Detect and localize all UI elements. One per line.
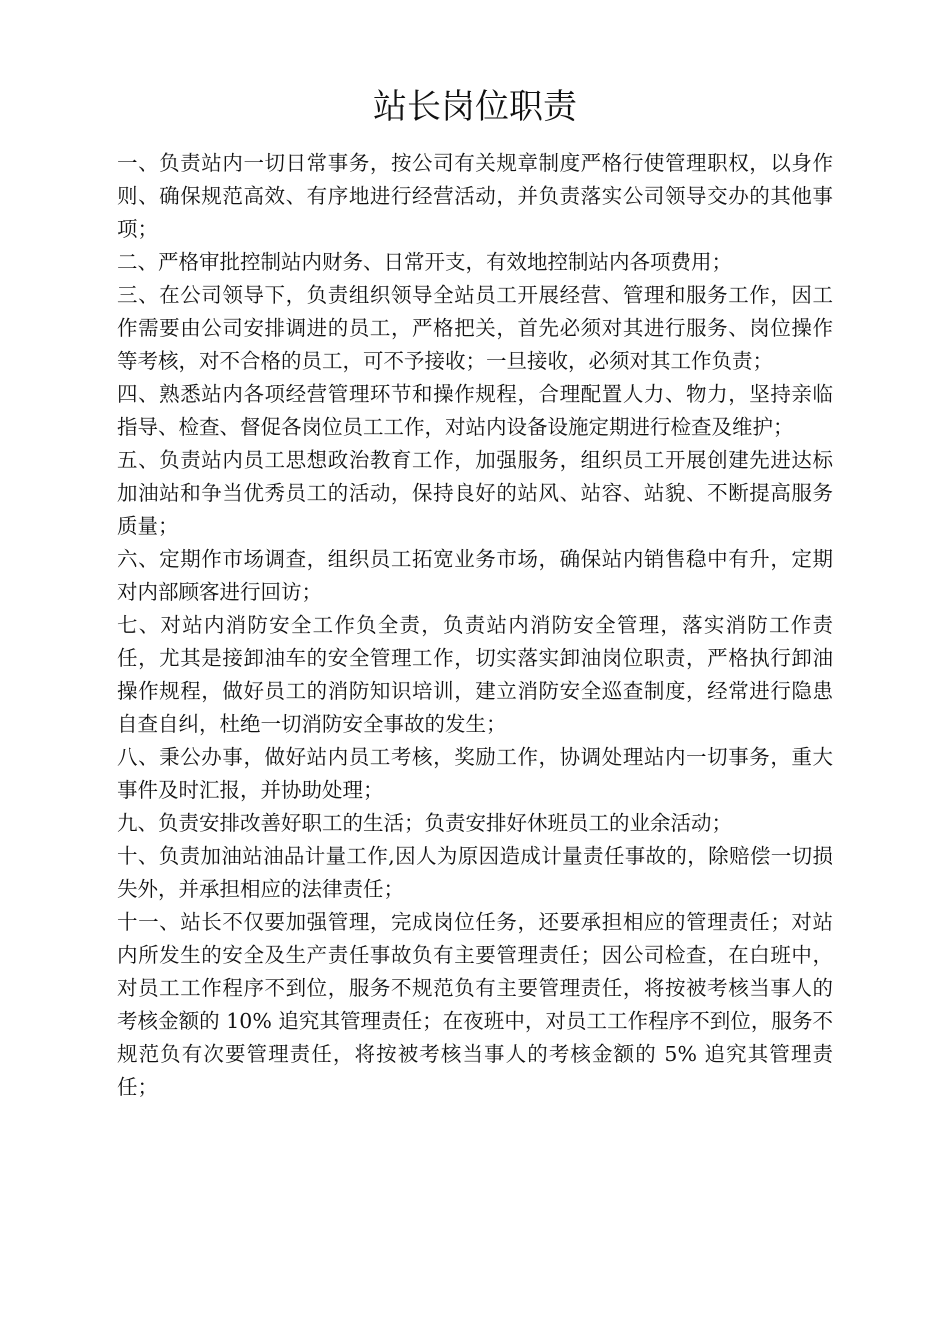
clause-10: 十、负责加油站油品计量工作,因人为原因造成计量责任事故的，除赔偿一切损失外，并承担相应的法律责任； <box>117 844 833 901</box>
clause-11: 十一、站长不仅要加强管理，完成岗位任务，还要承担相应的管理责任；对站内所发生的安全及生产责任事故负有主要管理责任；因公司检查，在白班中，对员工工作程序不到位，服务不规范负有主要管理责任，将按被考核当事人的考核金额的 10% 追究其管理责任；在夜班中，对员工工作程序不到位，服务不规范负有次要管理责任，将按被考核当事人的考核金额的 5% 追究其管理责任； <box>117 910 833 1099</box>
clause-3: 三、在公司领导下，负责组织领导全站员工开展经营、管理和服务工作，因工作需要由公司安排调进的员工，严格把关，首先必须对其进行服务、岗位操作等考核，对不合格的员工，可不予接收；一旦接收，必须对其工作负责； <box>117 283 833 373</box>
clause-2: 二、严格审批控制站内财务、日常开支，有效地控制站内各项费用； <box>117 250 732 274</box>
clause-4: 四、熟悉站内各项经营管理环节和操作规程，合理配置人力、物力，坚持亲临指导、检查、督促各岗位员工工作，对站内设备设施定期进行检查及维护； <box>117 382 833 439</box>
clause-5: 五、负责站内员工思想政治教育工作，加强服务，组织员工开展创建先进达标加油站和争当优秀员工的活动，保持良好的站风、站容、站貌、不断提高服务质量； <box>117 448 833 538</box>
clause-6: 六、定期作市场调查，组织员工拓宽业务市场，确保站内销售稳中有升，定期对内部顾客进行回访； <box>117 547 833 604</box>
document-body <box>117 147 833 1104</box>
clause-9: 九、负责安排改善好职工的生活；负责安排好休班员工的业余活动； <box>117 811 732 835</box>
document-title: 站长岗位职责 <box>373 87 577 127</box>
clause-8: 八、秉公办事，做好站内员工考核，奖励工作，协调处理站内一切事务，重大事件及时汇报，并协助处理； <box>117 745 833 802</box>
clause-1: 一、负责站内一切日常事务，按公司有关规章制度严格行使管理职权，以身作则、确保规范高效、有序地进行经营活动，并负责落实公司领导交办的其他事项； <box>117 151 833 241</box>
clause-7: 七、对站内消防安全工作负全责，负责站内消防安全管理，落实消防工作责任，尤其是接卸油车的安全管理工作，切实落实卸油岗位职责，严格执行卸油操作规程，做好员工的消防知识培训，建立消防安全巡查制度，经常进行隐患自查自纠，杜绝一切消防安全事故的发生； <box>117 613 833 736</box>
